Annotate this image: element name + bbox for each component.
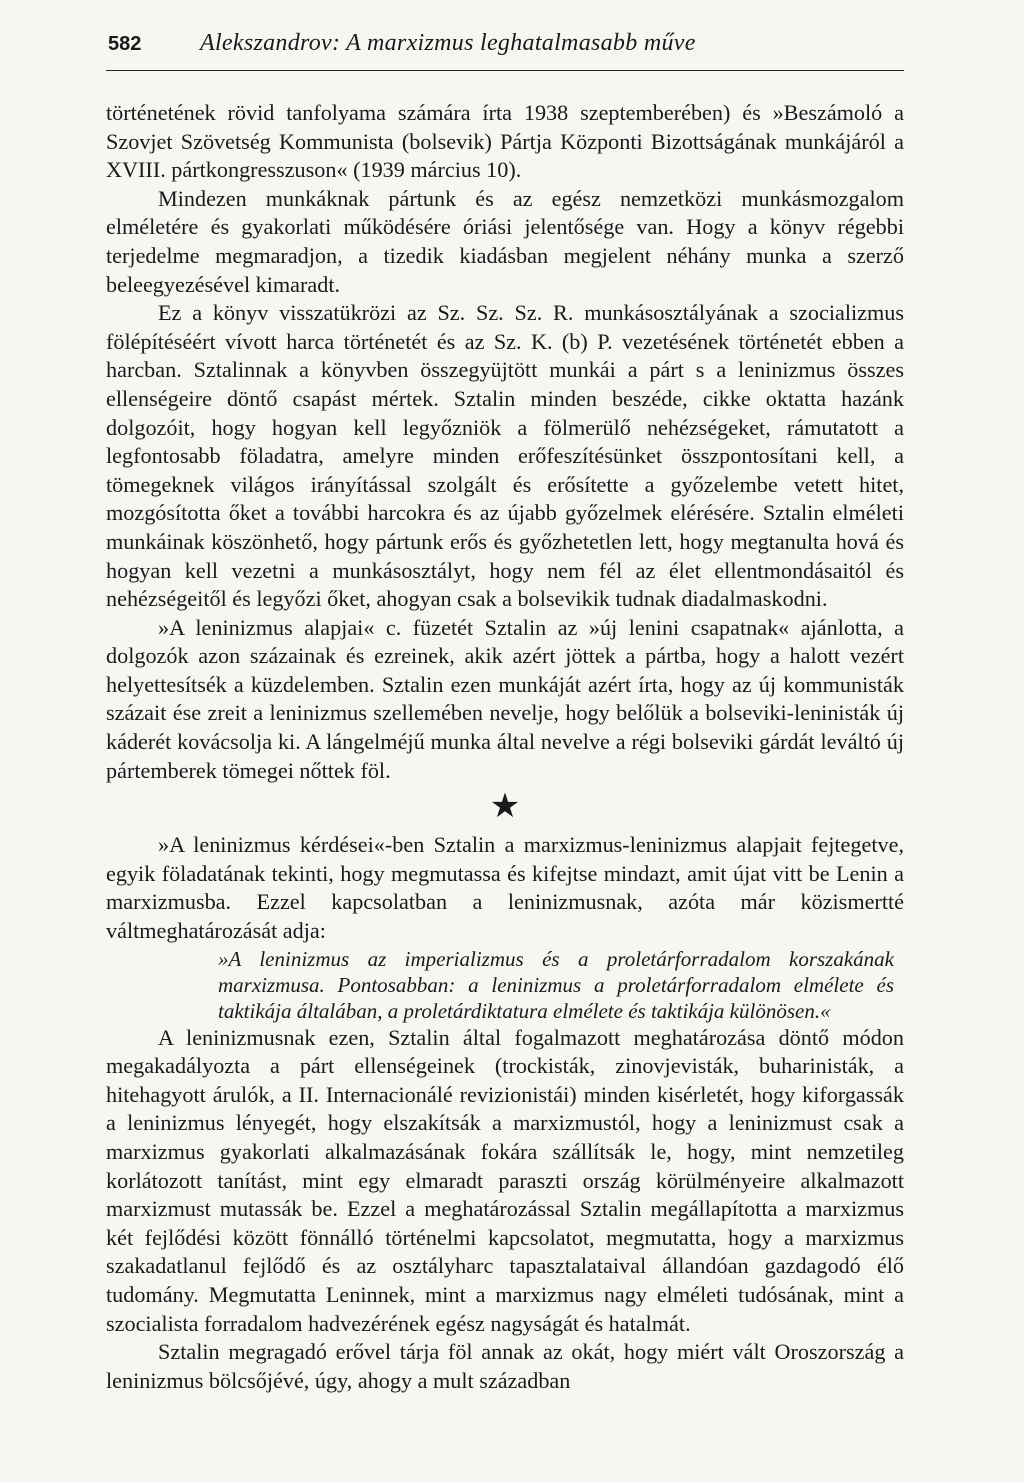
running-title: Alekszandrov: A marxizmus leghatalmasabb műve bbox=[200, 30, 696, 56]
paragraph: történetének rövid tanfolyama számára írta 1938 szeptemberében) és »Beszámoló a Szovjet Szövetség Kommunista (bolsevik) Pártja Központi Bizottságának munkájáról a XVIII. pártkongresszuson« (1939 március 10). bbox=[106, 100, 904, 183]
book-page bbox=[106, 30, 904, 1395]
paragraph: Ez a könyv visszatükrözi az Sz. Sz. Sz. R. munkásosztályának a szocializmus fölépítéséért vívott harca történetét és az Sz. K. (b) P. vezetésének történetét ebben a harcban. Sztalinnak a könyvben összegyüjtött munkái a párt s a leninizmus összes ellenségeire döntő csapást mértek. Sztalin minden beszéde, cikke oktatta hazánk dolgozóit, hogy hogyan kell legyőzniök a fölmerülő nehézségeket, rámutatott a legfontosabb föladatra, amelyre minden erőfeszítésünket összpontosítani kell, a tömegeknek világos irányítással szolgált és erősítette a győzelembe vetett hitet, mozgósította őket a további harcokra és az újabb győzelmek elérésére. Sztalin elméleti munkáinak köszönhető, hogy pártunk erős és győzhetetlen lett, hogy megtanulta hová és hogyan kell vezetni a munkásosztályt, hogy nem fél az élet ellentmondásaitól és nehézségeitől és legyőzi őket, ahogyan csak a bolsevikik tudnak diadalmaskodni. bbox=[106, 300, 904, 612]
page-header bbox=[106, 30, 904, 71]
section-divider-star: ★ bbox=[489, 788, 521, 826]
paragraph: Mindezen munkáknak pártunk és az egész nemzetközi munkásmozgalom elméletére és gyakorlati működésére óriási jelentősége van. Hogy a könyv régebbi terjedelme megmaradjon, a tizedik kiadásban megjelent néhány munka a szerző beleegyezésével kimaradt. bbox=[106, 185, 904, 297]
paragraph: A leninizmusnak ezen, Sztalin által fogalmazott meghatározása döntő módon megakadályozta a párt ellenségeinek (trockisták, zinovjevisták, buharinisták, a hitehagyott árulók, a II. Internacionálé revizionistái) minden kisérletét, hogy kiforgassák a leninizmus lényegét, hogy elszakítsák a marxizmustól, hogy a leninizmust csak a marxizmus gyakorlati alkalmazásának fokára szállítsák le, hogy, mint nemzetileg korlátozott tanítást, mint egy elmaradt paraszti ország körülményeire alkalmazott marxizmust mutassák be. Ezzel a meghatározással Sztalin megállapította a marxizmus két fejlődési között fönnálló történelmi kapcsolatot, megmutatta, hogy a marxizmus szakadatlanul fejlődő és az osztályharc tapasztalataival állandóan gazdagodó élő tudomány. Megmutatta Leninnek, mint a marxizmus nagy elméleti tudósának, mint a szocialista forradalom hadvezérének egész nagyságát és hatalmát. bbox=[106, 1024, 904, 1336]
page-number: 582 bbox=[108, 33, 142, 55]
body-text bbox=[106, 99, 904, 1395]
paragraph: »A leninizmus alapjai« c. füzetét Sztalin az »új lenini csapatnak« ajánlotta, a dolgozók azon százainak és ezreinek, akik azért jöttek a pártba, hogy a halott vezért helyettesítsék a küzdelemben. Sztalin ezen munkáját azért írta, hogy az új kommunisták százait ése zreit a leninizmus szellemében nevelje, hogy belőlük a bolseviki-leninisták új káderét kovácsolja ki. A lángelméjű munka által nevelve a régi bolseviki gárdát leváltó új pártemberek tömegei nőttek föl. bbox=[106, 614, 904, 783]
paragraph: Sztalin megragadó erővel tárja föl annak az okát, hogy miért vált Oroszország a leninizmus bölcsőjévé, úgy, ahogy a mult században bbox=[106, 1339, 904, 1393]
block-quote: »A leninizmus az imperializmus és a proletárforradalom korszakának marxizmusa. Pontosabban: a leninizmus a proletárforradalom elmélete és taktikája általában, a proletárdiktatura elmélete és taktikája különösen.« bbox=[218, 946, 894, 1023]
paragraph: »A leninizmus kérdései«-ben Sztalin a marxizmus-leninizmus alapjait fejtegetve, egyik föladatának tekinti, hogy megmutassa és kifejtse mindazt, amit újat vitt be Lenin a marxizmusba. Ezzel kapcsolatban a leninizmusnak, azóta már közismertté váltmeghatározását adja: bbox=[106, 832, 904, 944]
